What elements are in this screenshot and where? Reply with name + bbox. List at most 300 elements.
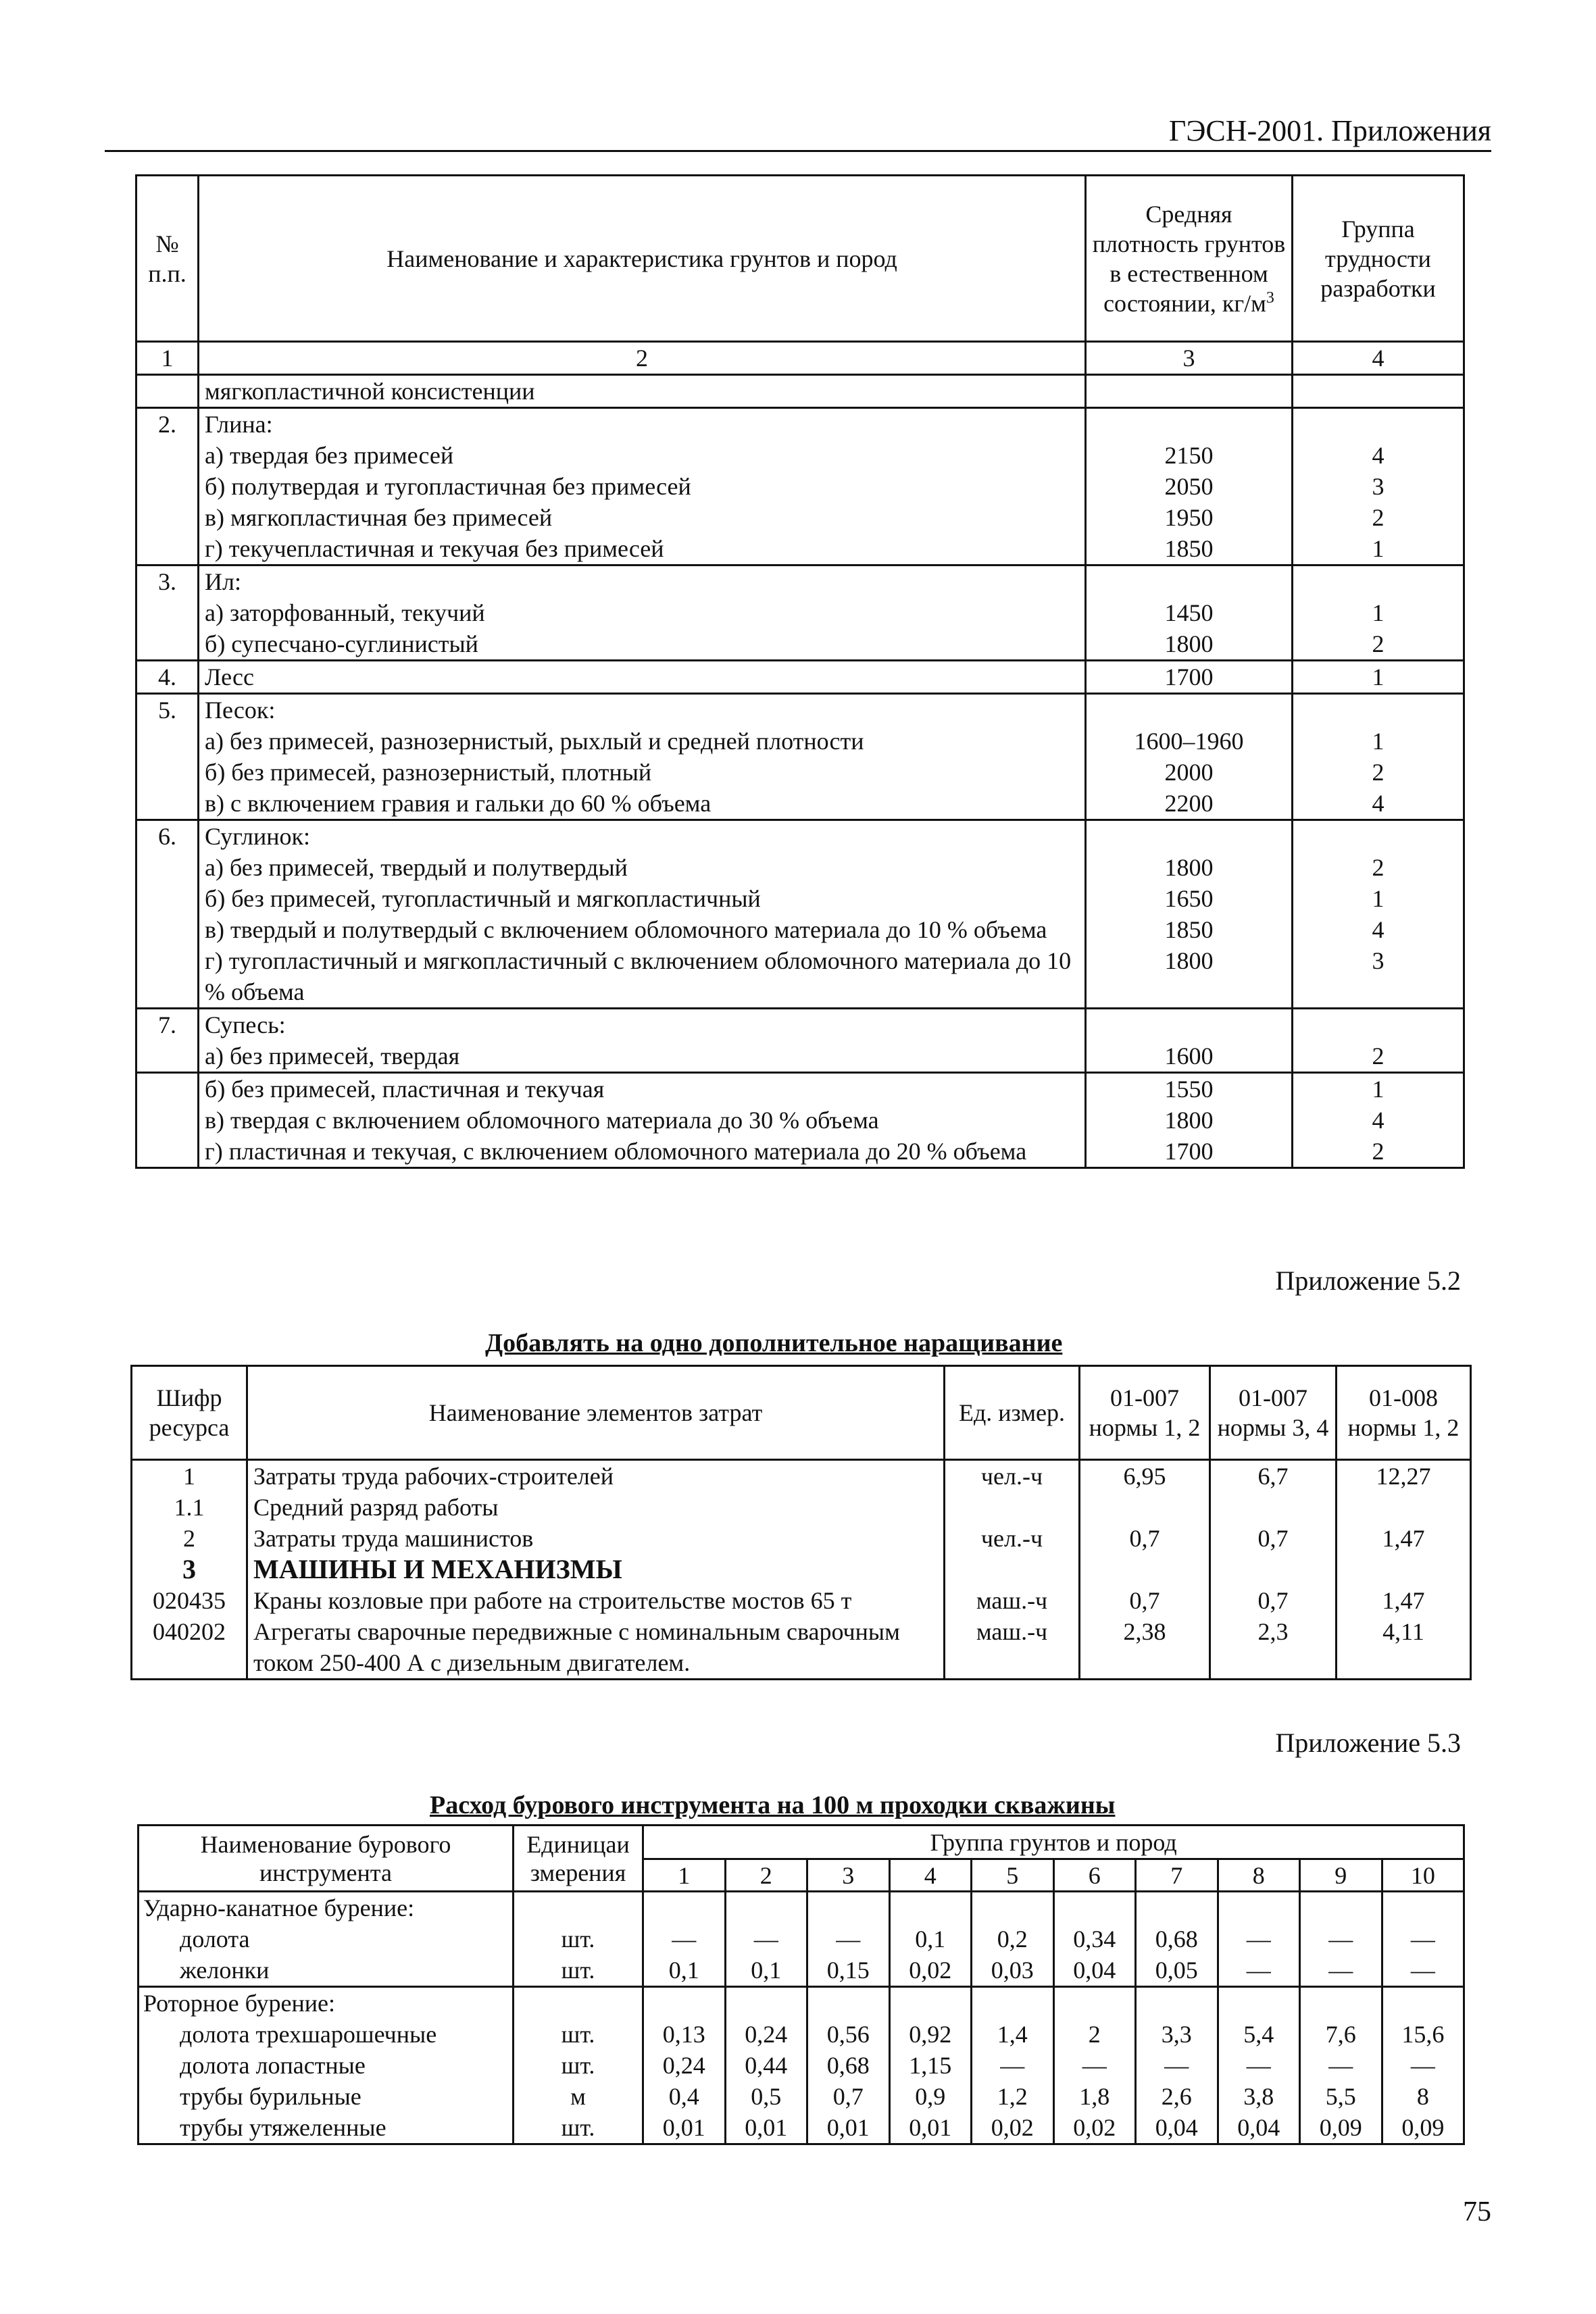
- col-header-num: № п.п.: [136, 176, 199, 342]
- unit: [945, 1554, 1080, 1585]
- norm-value: 12,27: [1337, 1460, 1471, 1492]
- consumption-value: 7,6: [1300, 2019, 1382, 2050]
- header-rule: [105, 150, 1491, 152]
- consumption-value: 2: [1053, 2019, 1136, 2050]
- soil-name: в) твердая с включением обломочного материала до 30 % объема: [199, 1105, 1086, 1136]
- difficulty-group: [1293, 375, 1464, 408]
- difficulty-group: 1: [1293, 726, 1464, 757]
- group-number: 6: [1053, 1859, 1136, 1892]
- table-row: [136, 565, 1464, 598]
- resource-code: 1: [132, 1460, 247, 1492]
- density-value: 1800: [1086, 1105, 1293, 1136]
- tool-name: долота: [139, 1923, 514, 1955]
- soil-name: а) заторфованный, текучий: [199, 597, 1086, 628]
- consumption-value: 0,05: [1136, 1955, 1218, 1987]
- table-row: [132, 1616, 1471, 1680]
- norm-value: 1,47: [1337, 1585, 1471, 1616]
- table-row: [136, 471, 1464, 502]
- density-value: 2000: [1086, 757, 1293, 788]
- consumption-value: [1382, 1987, 1464, 2019]
- row-number: [136, 628, 199, 661]
- row-number: [136, 502, 199, 533]
- consumption-value: 0,68: [807, 2050, 890, 2081]
- table-row: [136, 852, 1464, 883]
- consumption-value: —: [1136, 2050, 1218, 2081]
- row-number: [136, 471, 199, 502]
- consumption-value: 0,68: [1136, 1923, 1218, 1955]
- group-number: 7: [1136, 1859, 1218, 1892]
- consumption-value: 0,1: [725, 1955, 807, 1987]
- density-value: 1950: [1086, 502, 1293, 533]
- soil-name: б) без примесей, тугопластичный и мягкопластичный: [199, 883, 1086, 914]
- difficulty-group: 1: [1293, 661, 1464, 694]
- consumption-value: —: [1218, 2050, 1300, 2081]
- appendix-5-3-title: Расход бурового инструмента на 100 м проходки скважины: [430, 1791, 1116, 1819]
- consumption-value: 0,9: [889, 2081, 972, 2112]
- resource-code: 040202: [132, 1616, 247, 1680]
- consumption-value: —: [1218, 1955, 1300, 1987]
- consumption-value: 0,7: [807, 2081, 890, 2112]
- col-header-group: Группа трудности разработки: [1293, 176, 1464, 342]
- row-number: 4.: [136, 661, 199, 694]
- group-number: 5: [972, 1859, 1054, 1892]
- soil-name: Суглинок:: [199, 820, 1086, 853]
- consumption-value: [1053, 1987, 1136, 2019]
- difficulty-group: 1: [1293, 597, 1464, 628]
- soil-name: Песок:: [199, 694, 1086, 726]
- consumption-value: —: [725, 1923, 807, 1955]
- norm-value: 2,38: [1080, 1616, 1210, 1680]
- row-number: 2.: [136, 408, 199, 441]
- unit: шт.: [514, 2112, 643, 2144]
- density-value: [1086, 820, 1293, 853]
- consumption-value: [1300, 1987, 1382, 2019]
- unit: м: [514, 2081, 643, 2112]
- density-value: 1800: [1086, 945, 1293, 1009]
- table-row: [132, 1554, 1471, 1585]
- density-value: 1850: [1086, 914, 1293, 945]
- table-row: [136, 597, 1464, 628]
- table-row: [136, 375, 1464, 408]
- difficulty-group: 2: [1293, 852, 1464, 883]
- consumption-value: 0,1: [643, 1955, 726, 1987]
- consumption-value: 0,04: [1053, 1955, 1136, 1987]
- cost-element-name: МАШИНЫ И МЕХАНИЗМЫ: [247, 1554, 945, 1585]
- difficulty-group: 4: [1293, 788, 1464, 820]
- table-row: [132, 1585, 1471, 1616]
- table-row: [136, 440, 1464, 471]
- soil-density-table: [135, 174, 1465, 1169]
- row-number: [136, 852, 199, 883]
- consumption-value: [1218, 1892, 1300, 1924]
- table-row: [136, 726, 1464, 757]
- group-number: 2: [725, 1859, 807, 1892]
- consumption-value: 0,04: [1136, 2112, 1218, 2144]
- soil-name: Лесс: [199, 661, 1086, 694]
- density-value: 1450: [1086, 597, 1293, 628]
- col-header-soil-group: Группа грунтов и пород: [643, 1826, 1464, 1859]
- unit: шт.: [514, 2050, 643, 2081]
- page-number: 75: [1463, 2196, 1491, 2228]
- table-row: [136, 694, 1464, 726]
- row-number: [136, 1040, 199, 1073]
- consumption-value: [889, 1987, 972, 2019]
- soil-name: б) супесчано-суглинистый: [199, 628, 1086, 661]
- norm-value: 0,7: [1210, 1585, 1337, 1616]
- consumption-value: 1,4: [972, 2019, 1054, 2050]
- soil-name: а) твердая без примесей: [199, 440, 1086, 471]
- soil-name: б) без примесей, разнозернистый, плотный: [199, 757, 1086, 788]
- table-row: [136, 1136, 1464, 1168]
- col-header: Наименование элементов затрат: [247, 1366, 945, 1460]
- soil-name: Глина:: [199, 408, 1086, 441]
- difficulty-group: 1: [1293, 883, 1464, 914]
- consumption-value: 3,3: [1136, 2019, 1218, 2050]
- consumption-value: 0,02: [972, 2112, 1054, 2144]
- running-header: ГЭСН-2001. Приложения: [1168, 114, 1491, 147]
- soil-name: г) текучепластичная и текучая без примесей: [199, 533, 1086, 565]
- difficulty-group: 4: [1293, 914, 1464, 945]
- norm-value: [1080, 1492, 1210, 1523]
- difficulty-group: 1: [1293, 533, 1464, 565]
- col-number-cell: 3: [1086, 342, 1293, 375]
- consumption-value: 0,01: [725, 2112, 807, 2144]
- norm-value: 4,11: [1337, 1616, 1471, 1680]
- norm-value: 2,3: [1210, 1616, 1337, 1680]
- norm-value: 6,95: [1080, 1460, 1210, 1492]
- consumption-value: [1053, 1892, 1136, 1924]
- consumption-value: 0,01: [807, 2112, 890, 2144]
- consumption-value: —: [1382, 1923, 1464, 1955]
- difficulty-group: 1: [1293, 1073, 1464, 1105]
- col-number-cell: 1: [136, 342, 199, 375]
- density-value: 2200: [1086, 788, 1293, 820]
- norm-value: [1337, 1492, 1471, 1523]
- appendix-5-2-title: Добавлять на одно дополнительное наращивание: [485, 1329, 1063, 1357]
- consumption-value: 8: [1382, 2081, 1464, 2112]
- table-row: [136, 533, 1464, 565]
- consumption-value: [1218, 1987, 1300, 2019]
- consumption-value: —: [1382, 2050, 1464, 2081]
- consumption-value: 0,92: [889, 2019, 972, 2050]
- col-header: Ед. измер.: [945, 1366, 1080, 1460]
- norm-value: 0,7: [1210, 1523, 1337, 1554]
- col-header-name: Наименование и характеристика грунтов и пород: [199, 176, 1086, 342]
- consumption-value: —: [1218, 1923, 1300, 1955]
- consumption-value: —: [1300, 1955, 1382, 1987]
- density-value: 1600–1960: [1086, 726, 1293, 757]
- tool-name: желонки: [139, 1955, 514, 1987]
- table-row: [136, 788, 1464, 820]
- difficulty-group: 3: [1293, 471, 1464, 502]
- consumption-value: [725, 1987, 807, 2019]
- row-number: [136, 757, 199, 788]
- soil-name: г) пластичная и текучая, с включением обломочного материала до 20 % объема: [199, 1136, 1086, 1168]
- row-number: [136, 533, 199, 565]
- consumption-value: 0,02: [889, 1955, 972, 1987]
- tool-name: трубы утяжеленные: [139, 2112, 514, 2144]
- table-row: [136, 661, 1464, 694]
- cost-element-name: Агрегаты сварочные передвижные с номинальным сварочным током 250-400 А с дизельным двигателем.: [247, 1616, 945, 1680]
- group-number: 10: [1382, 1859, 1464, 1892]
- group-number: 3: [807, 1859, 890, 1892]
- consumption-value: [725, 1892, 807, 1924]
- consumption-value: [972, 1892, 1054, 1924]
- norm-value: 1,47: [1337, 1523, 1471, 1554]
- norm-value: [1080, 1554, 1210, 1585]
- soil-name: в) твердый и полутвердый с включением обломочного материала до 10 % объема: [199, 914, 1086, 945]
- table-row: [136, 1105, 1464, 1136]
- table-row: [136, 945, 1464, 1009]
- col-number-cell: 2: [199, 342, 1086, 375]
- resource-code: 1.1: [132, 1492, 247, 1523]
- consumption-value: 0,56: [807, 2019, 890, 2050]
- density-value: 1600: [1086, 1040, 1293, 1073]
- table-row: [139, 1987, 1464, 2019]
- resource-code: 020435: [132, 1585, 247, 1616]
- difficulty-group: 2: [1293, 1040, 1464, 1073]
- soil-name: а) без примесей, твердый и полутвердый: [199, 852, 1086, 883]
- table-row: [136, 408, 1464, 441]
- row-number: [136, 1136, 199, 1168]
- density-value: 2050: [1086, 471, 1293, 502]
- consumption-value: 0,24: [725, 2019, 807, 2050]
- consumption-value: 0,1: [889, 1923, 972, 1955]
- unit: маш.-ч: [945, 1616, 1080, 1680]
- consumption-value: 0,34: [1053, 1923, 1136, 1955]
- row-number: [136, 375, 199, 408]
- table-row: [132, 1460, 1471, 1492]
- density-value: 1800: [1086, 852, 1293, 883]
- additional-extension-table: [130, 1365, 1472, 1680]
- consumption-value: —: [1053, 2050, 1136, 2081]
- table-row: [132, 1523, 1471, 1554]
- consumption-value: —: [643, 1923, 726, 1955]
- unit: шт.: [514, 1955, 643, 1987]
- consumption-value: [643, 1892, 726, 1924]
- difficulty-group: 4: [1293, 440, 1464, 471]
- norm-value: [1210, 1554, 1337, 1585]
- consumption-value: 5,5: [1300, 2081, 1382, 2112]
- difficulty-group: 3: [1293, 945, 1464, 1009]
- consumption-value: —: [807, 1923, 890, 1955]
- difficulty-group: 2: [1293, 1136, 1464, 1168]
- row-number: [136, 788, 199, 820]
- difficulty-group: 2: [1293, 502, 1464, 533]
- consumption-value: [807, 1892, 890, 1924]
- soil-name: б) полутвердая и тугопластичная без примесей: [199, 471, 1086, 502]
- row-number: [136, 914, 199, 945]
- difficulty-group: [1293, 1009, 1464, 1041]
- table-row: [139, 1892, 1464, 1924]
- appendix-5-3-label: Приложение 5.3: [1275, 1728, 1461, 1758]
- difficulty-group: [1293, 694, 1464, 726]
- table-row: [136, 914, 1464, 945]
- table-row: [139, 2050, 1464, 2081]
- row-number: 7.: [136, 1009, 199, 1041]
- soil-name: в) с включением гравия и гальки до 60 % объема: [199, 788, 1086, 820]
- density-value: [1086, 565, 1293, 598]
- norm-value: 6,7: [1210, 1460, 1337, 1492]
- consumption-value: [643, 1987, 726, 2019]
- col-header-tool-name: Наименование бурового инструмента: [139, 1826, 514, 1892]
- consumption-value: 0,01: [643, 2112, 726, 2144]
- consumption-value: 3,8: [1218, 2081, 1300, 2112]
- row-number: [136, 883, 199, 914]
- density-value: [1086, 375, 1293, 408]
- consumption-value: [1136, 1892, 1218, 1924]
- soil-name: а) без примесей, разнозернистый, рыхлый и средней плотности: [199, 726, 1086, 757]
- drilling-tool-table: [137, 1824, 1465, 2145]
- table-row: [139, 1923, 1464, 1955]
- consumption-value: —: [1300, 2050, 1382, 2081]
- unit: чел.-ч: [945, 1523, 1080, 1554]
- density-value: [1086, 1009, 1293, 1041]
- table-row: [136, 628, 1464, 661]
- cost-element-name: Краны козловые при работе на строительстве мостов 65 т: [247, 1585, 945, 1616]
- soil-name: б) без примесей, пластичная и текучая: [199, 1073, 1086, 1105]
- difficulty-group: 4: [1293, 1105, 1464, 1136]
- consumption-value: 5,4: [1218, 2019, 1300, 2050]
- difficulty-group: [1293, 408, 1464, 441]
- table-row: [136, 1040, 1464, 1073]
- soil-name: а) без примесей, твердая: [199, 1040, 1086, 1073]
- soil-name: мягкопластичной консистенции: [199, 375, 1086, 408]
- table-row: [136, 502, 1464, 533]
- consumption-value: 0,44: [725, 2050, 807, 2081]
- consumption-value: 0,4: [643, 2081, 726, 2112]
- table-row: [139, 2019, 1464, 2050]
- unit: [514, 1892, 643, 1924]
- soil-name: в) мягкопластичная без примесей: [199, 502, 1086, 533]
- consumption-value: 1,15: [889, 2050, 972, 2081]
- consumption-value: 0,2: [972, 1923, 1054, 1955]
- density-value: 1700: [1086, 1136, 1293, 1168]
- soil-name: Ил:: [199, 565, 1086, 598]
- unit: шт.: [514, 2019, 643, 2050]
- col-header-unit: Единицаи змерения: [514, 1826, 643, 1892]
- difficulty-group: [1293, 565, 1464, 598]
- row-number: 5.: [136, 694, 199, 726]
- cost-element-name: Затраты труда машинистов: [247, 1523, 945, 1554]
- table-row: [136, 757, 1464, 788]
- consumption-value: [1136, 1987, 1218, 2019]
- table-row: [136, 1073, 1464, 1105]
- consumption-value: 0,03: [972, 1955, 1054, 1987]
- consumption-value: 0,09: [1300, 2112, 1382, 2144]
- group-number: 9: [1300, 1859, 1382, 1892]
- norm-value: [1337, 1554, 1471, 1585]
- density-value: [1086, 408, 1293, 441]
- cost-element-name: Средний разряд работы: [247, 1492, 945, 1523]
- difficulty-group: 2: [1293, 628, 1464, 661]
- density-value: 1800: [1086, 628, 1293, 661]
- consumption-value: [1382, 1892, 1464, 1924]
- table-row: [132, 1492, 1471, 1523]
- row-number: 3.: [136, 565, 199, 598]
- group-number: 8: [1218, 1859, 1300, 1892]
- density-value: 1650: [1086, 883, 1293, 914]
- tool-name: Роторное бурение:: [139, 1987, 514, 2019]
- row-number: [136, 726, 199, 757]
- consumption-value: 0,09: [1382, 2112, 1464, 2144]
- consumption-value: [889, 1892, 972, 1924]
- density-value: 2150: [1086, 440, 1293, 471]
- consumption-value: 1,2: [972, 2081, 1054, 2112]
- row-number: [136, 440, 199, 471]
- tool-name: долота трехшарошечные: [139, 2019, 514, 2050]
- tool-name: долота лопастные: [139, 2050, 514, 2081]
- consumption-value: —: [1300, 1923, 1382, 1955]
- cost-element-name: Затраты труда рабочих-строителей: [247, 1460, 945, 1492]
- consumption-value: [1300, 1892, 1382, 1924]
- consumption-value: [807, 1987, 890, 2019]
- density-value: [1086, 694, 1293, 726]
- soil-name: г) тугопластичный и мягкопластичный с включением обломочного материала до 10 % объема: [199, 945, 1086, 1009]
- unit: [514, 1987, 643, 2019]
- norm-value: [1210, 1492, 1337, 1523]
- consumption-value: 0,04: [1218, 2112, 1300, 2144]
- consumption-value: —: [972, 2050, 1054, 2081]
- appendix-5-2-label: Приложение 5.2: [1275, 1265, 1461, 1296]
- norm-value: 0,7: [1080, 1523, 1210, 1554]
- density-value: 1550: [1086, 1073, 1293, 1105]
- table-row: [136, 883, 1464, 914]
- unit: [945, 1492, 1080, 1523]
- resource-code: 2: [132, 1523, 247, 1554]
- group-number: 1: [643, 1859, 726, 1892]
- col-header: Шифр ресурса: [132, 1366, 247, 1460]
- norm-value: 0,7: [1080, 1585, 1210, 1616]
- soil-name: Супесь:: [199, 1009, 1086, 1041]
- row-number: [136, 1073, 199, 1105]
- consumption-value: 0,5: [725, 2081, 807, 2112]
- consumption-value: 15,6: [1382, 2019, 1464, 2050]
- tool-name: трубы бурильные: [139, 2081, 514, 2112]
- density-value: 1700: [1086, 661, 1293, 694]
- tool-name: Ударно-канатное бурение:: [139, 1892, 514, 1924]
- resource-code: 3: [132, 1554, 247, 1585]
- col-number-cell: 4: [1293, 342, 1464, 375]
- consumption-value: 0,24: [643, 2050, 726, 2081]
- table-row: [139, 1955, 1464, 1987]
- unit: чел.-ч: [945, 1460, 1080, 1492]
- consumption-value: —: [1382, 1955, 1464, 1987]
- row-number: [136, 597, 199, 628]
- consumption-value: 0,13: [643, 2019, 726, 2050]
- table-row: [136, 1009, 1464, 1041]
- table-row: [136, 820, 1464, 853]
- col-header-density: Средняя плотность грунтов в естественном состоянии, $кг/м^3$: [1086, 176, 1293, 342]
- col-header: 01-008 нормы 1, 2: [1337, 1366, 1471, 1460]
- table-row: [139, 2112, 1464, 2144]
- consumption-value: 1,8: [1053, 2081, 1136, 2112]
- row-number: [136, 945, 199, 1009]
- unit: шт.: [514, 1923, 643, 1955]
- consumption-value: 0,01: [889, 2112, 972, 2144]
- consumption-value: 0,02: [1053, 2112, 1136, 2144]
- consumption-value: [972, 1987, 1054, 2019]
- col-header: 01-007 нормы 1, 2: [1080, 1366, 1210, 1460]
- col-header: 01-007 нормы 3, 4: [1210, 1366, 1337, 1460]
- unit: маш.-ч: [945, 1585, 1080, 1616]
- density-value: 1850: [1086, 533, 1293, 565]
- difficulty-group: 2: [1293, 757, 1464, 788]
- consumption-value: 2,6: [1136, 2081, 1218, 2112]
- consumption-value: 0,15: [807, 1955, 890, 1987]
- table-row: [139, 2081, 1464, 2112]
- row-number: 6.: [136, 820, 199, 853]
